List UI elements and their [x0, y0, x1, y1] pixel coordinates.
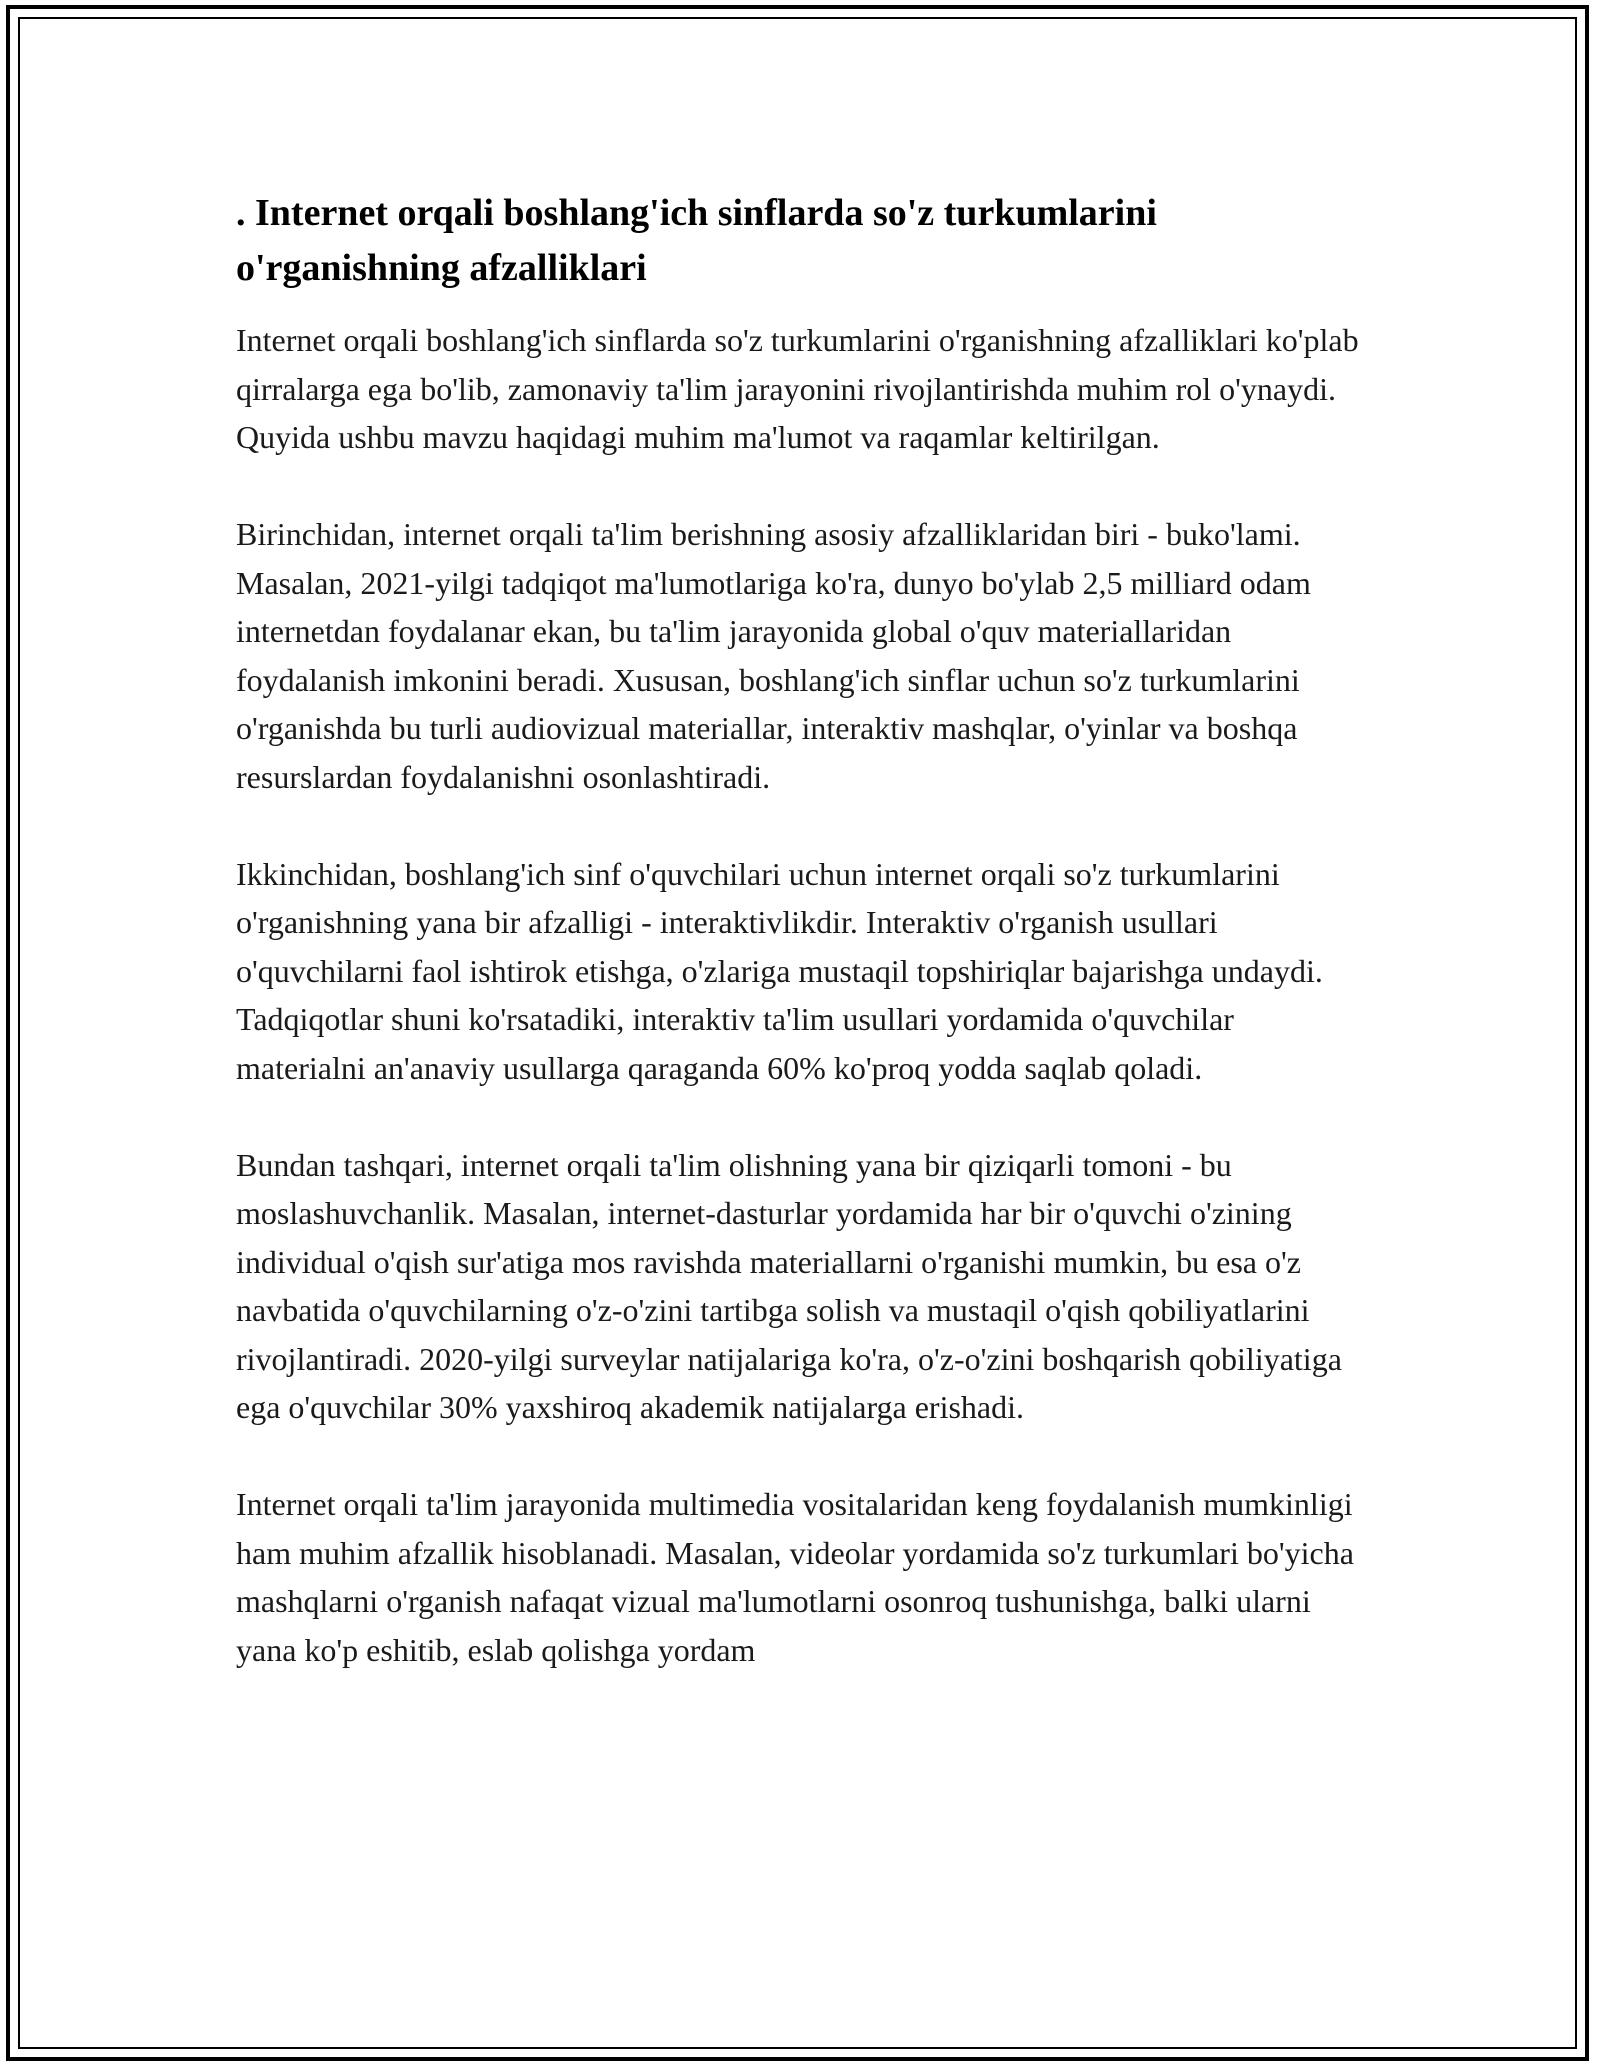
paragraph-first-advantage: Birinchidan, internet orqali ta'lim berishning asosiy afzalliklaridan biri - buko'lami. Masalan, 2021-yilgi tadqiqot ma'lumotlariga ko'ra, dunyo bo'ylab 2,5 milliard odam internetdan foydalanar ekan, bu ta'lim jarayonida global o'quv materiallaridan foydalanish imkonini beradi. Xususan, boshlang'ich sinflar uchun so'z turkumlarini o'rganishda bu turli audiovizual materiallar, interaktiv mashqlar, o'yinlar va boshqa resurslardan foydalanishni osonlashtiradi.	[236, 516, 1311, 795]
paragraph-multimedia: Internet orqali ta'lim jarayonida multimedia vositalaridan keng foydalanish mumkinligi ham muhim afzallik hisoblanadi. Masalan, videolar yordamida so'z turkumlari bo'yicha mashqlarni o'rganish nafaqat vizual ma'lumotlarni osonroq tushunishga, balki ularni yana ko'p eshitib, eslab qolishga yordam	[236, 1486, 1354, 1668]
document-body	[236, 186, 1366, 1723]
paragraph-flexibility: Bundan tashqari, internet orqali ta'lim olishning yana bir qiziqarli tomoni - bu moslashuvchanlik. Masalan, internet-dasturlar yordamida har bir o'quvchi o'zining individual o'qish sur'atiga mos ravishda materiallarni o'rganishi mumkin, bu esa o'z navbatida o'quvchilarning o'z-o'zini tartibga solish va mustaqil o'qish qobiliyatlarini rivojlantiradi. 2020-yilgi surveylar natijalariga ko'ra, o'z-o'zini boshqarish qobiliyatiga ega o'quvchilar 30% yaxshiroq akademik natijalarga erishadi.	[236, 1146, 1342, 1425]
paragraph-second-advantage: Ikkinchidan, boshlang'ich sinf o'quvchilari uchun internet orqali so'z turkumlarini o'rganishning yana bir afzalligi - interaktivlikdir. Interaktiv o'rganish usullari o'quvchilarni faol ishtirok etishga, o'zlariga mustaqil topshiriqlar bajarishga undaydi. Tadqiqotlar shuni ko'rsatadiki, interaktiv ta'lim usullari yordamida o'quvchilar materialni an'anaviy usullarga qaraganda 60% ko'proq yodda saqlab qoladi.	[236, 855, 1323, 1086]
document-title: . Internet orqali boshlang'ich sinflarda so'z turkumlarini o'rganishning afzalliklari	[236, 192, 1157, 289]
paragraph-intro: Internet orqali boshlang'ich sinflarda so'z turkumlarini o'rganishning afzalliklari ko'plab qirralarga ega bo'lib, zamonaviy ta'lim jarayonini rivojlantirishda muhim rol o'ynaydi. Quyida ushbu mavzu haqidagi muhim ma'lumot va raqamlar keltirilgan.	[236, 322, 1359, 455]
